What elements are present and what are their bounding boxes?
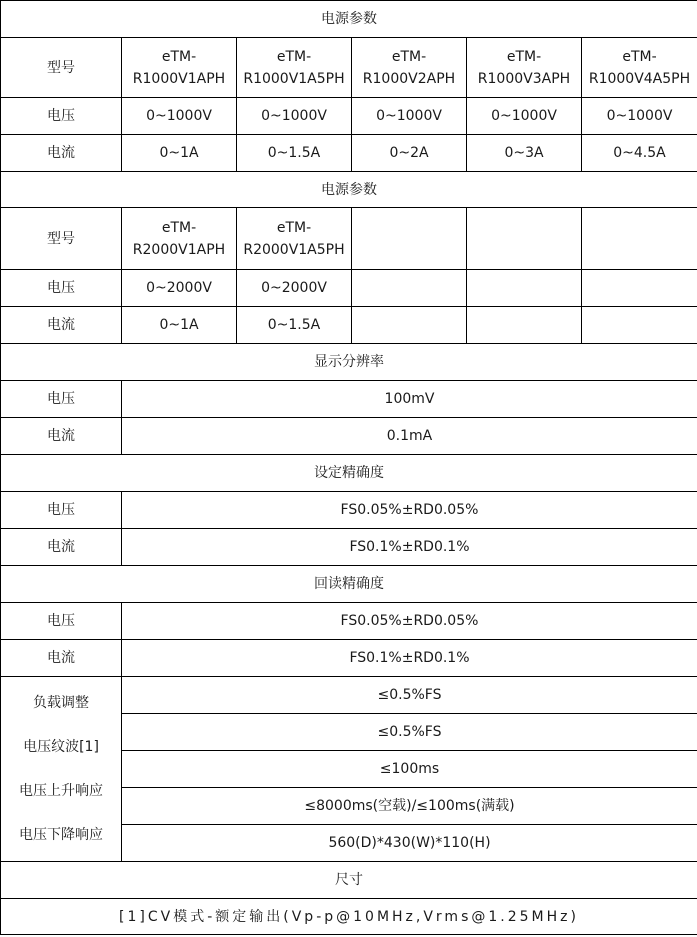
empty-cell <box>467 307 582 344</box>
value-cell: 0~1000V <box>352 98 467 135</box>
row-label: 电压 <box>1 98 122 135</box>
value-cell: 0~1000V <box>237 98 352 135</box>
section-header-row <box>1 566 697 603</box>
value-cell: 0~1A <box>122 135 237 172</box>
table-row <box>1 135 697 172</box>
section-header-row <box>1 862 697 899</box>
value-cell: 0~1000V <box>467 98 582 135</box>
model-cell: eTM- R2000V1APH <box>122 208 237 270</box>
row-label: 电流 <box>1 529 122 566</box>
section-title: 设定精确度 <box>1 455 697 492</box>
value-cell: 0~1000V <box>122 98 237 135</box>
empty-cell <box>352 270 467 307</box>
row-label: 电压 <box>1 603 122 640</box>
value-cell: 0~1.5A <box>237 307 352 344</box>
row-label: 电压 <box>1 270 122 307</box>
empty-cell <box>467 270 582 307</box>
section-header-row <box>1 1 697 38</box>
section-title: 电源参数 <box>1 1 697 38</box>
table-row <box>1 677 697 714</box>
model-cell: eTM- R1000V1APH <box>122 38 237 98</box>
value-cell: 0~2000V <box>122 270 237 307</box>
table-row <box>1 381 697 418</box>
empty-cell <box>352 208 467 270</box>
value-cell: ≤100ms <box>122 751 697 788</box>
value-cell: 0~3A <box>467 135 582 172</box>
table-row <box>1 98 697 135</box>
value-cell: FS0.05%±RD0.05% <box>122 603 697 640</box>
value-cell: ≤8000ms(空载)/≤100ms(满载) <box>122 788 697 825</box>
model-cell: eTM- R2000V1A5PH <box>237 208 352 270</box>
value-cell: FS0.1%±RD0.1% <box>122 529 697 566</box>
section-header-row <box>1 455 697 492</box>
value-cell: 0.1mA <box>122 418 697 455</box>
empty-cell <box>582 208 697 270</box>
value-cell: FS0.05%±RD0.05% <box>122 492 697 529</box>
section-title: 回读精确度 <box>1 566 697 603</box>
misc-label: 负载调整 <box>33 695 89 711</box>
row-label: 电流 <box>1 418 122 455</box>
model-cell: eTM- R1000V4A5PH <box>582 38 697 98</box>
table-row <box>1 270 697 307</box>
row-label: 型号 <box>1 208 122 270</box>
row-label: 电流 <box>1 640 122 677</box>
table-row <box>1 208 697 270</box>
value-cell: 560(D)*430(W)*110(H) <box>122 825 697 862</box>
model-cell: eTM- R1000V2APH <box>352 38 467 98</box>
table-row <box>1 603 697 640</box>
misc-label: 电压纹波[1] <box>23 739 99 755</box>
row-label: 电流 <box>1 307 122 344</box>
value-cell: ≤0.5%FS <box>122 677 697 714</box>
table-row <box>1 418 697 455</box>
value-cell: FS0.1%±RD0.1% <box>122 640 697 677</box>
model-cell: eTM- R1000V1A5PH <box>237 38 352 98</box>
footnote: [1]CV模式-额定输出(Vp-p@10MHz,Vrms@1.25MHz) <box>1 899 697 935</box>
value-cell: 100mV <box>122 381 697 418</box>
section-header-row <box>1 344 697 381</box>
row-label: 电压 <box>1 381 122 418</box>
section-title: 尺寸 <box>1 862 697 899</box>
section-header-row <box>1 172 697 208</box>
table-row <box>1 307 697 344</box>
table-row <box>1 492 697 529</box>
table-row <box>1 38 697 98</box>
row-label: 电流 <box>1 135 122 172</box>
value-cell: 0~1.5A <box>237 135 352 172</box>
table-row <box>1 640 697 677</box>
empty-cell <box>352 307 467 344</box>
misc-label: 电压上升响应 <box>19 783 103 799</box>
value-cell: 0~2A <box>352 135 467 172</box>
table-row <box>1 529 697 566</box>
empty-cell <box>582 307 697 344</box>
row-label: 型号 <box>1 38 122 98</box>
value-cell: 0~2000V <box>237 270 352 307</box>
row-label: 电压 <box>1 492 122 529</box>
value-cell: 0~1000V <box>582 98 697 135</box>
misc-labels-cell <box>1 677 122 862</box>
section-title: 显示分辨率 <box>1 344 697 381</box>
empty-cell <box>582 270 697 307</box>
value-cell: ≤0.5%FS <box>122 714 697 751</box>
value-cell: 0~4.5A <box>582 135 697 172</box>
value-cell: 0~1A <box>122 307 237 344</box>
empty-cell <box>467 208 582 270</box>
misc-labels <box>1 681 121 857</box>
misc-label: 电压下降响应 <box>19 827 103 843</box>
section-title: 电源参数 <box>1 172 697 208</box>
model-cell: eTM- R1000V3APH <box>467 38 582 98</box>
footnote-row <box>1 899 697 935</box>
